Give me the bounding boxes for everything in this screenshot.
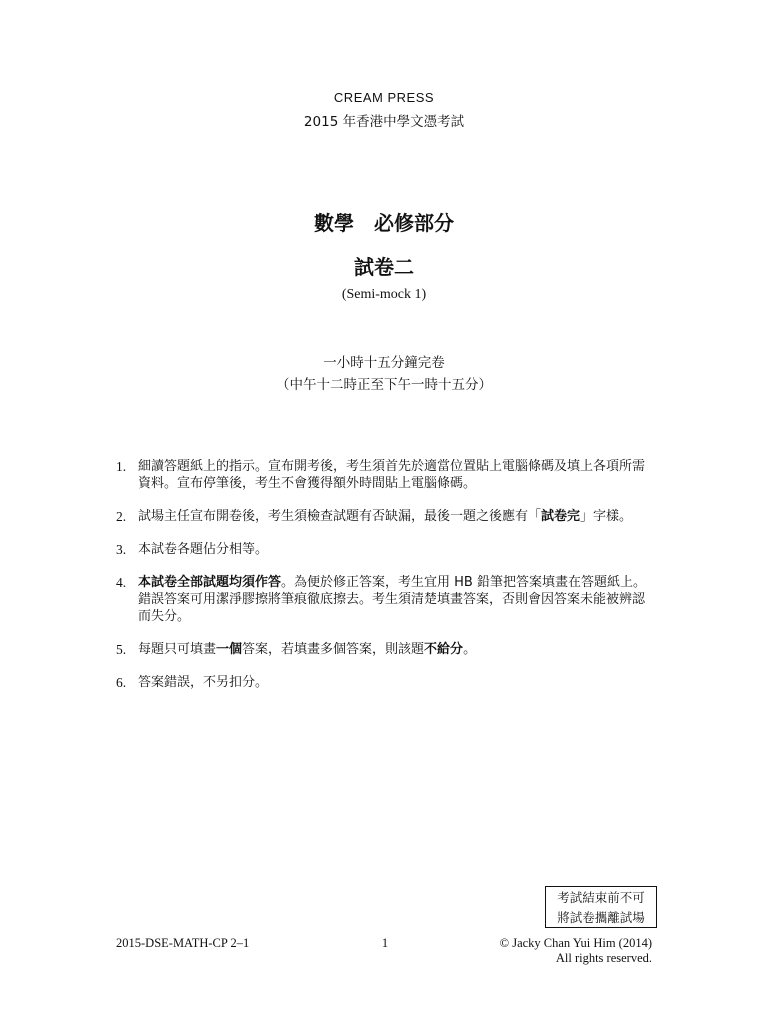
instructions-list [116,458,656,707]
subject-title: 數學 必修部分 [314,211,454,235]
emphasis-text: 本試卷全部試題均須作答 [138,575,282,590]
instruction-text-part: 答案錯誤，不另扣分。 [138,675,269,690]
instruction-number: 6. [116,675,127,690]
instruction-text [138,542,268,557]
instruction-item [116,541,656,558]
paper-code: 2015-DSE-MATH-CP 2–1 [116,936,250,950]
instruction-text-part: 試場主任宣布開卷後，考生須檢查試題有否缺漏，最後一題之後應有「 [138,509,542,524]
timespan-text: （中午十二時正至下午一時十五分） [276,377,492,393]
instruction-text-part: 本試卷各題佔分相等。 [138,542,269,557]
emphasis-text: 不給分 [424,642,464,657]
instruction-text-part: 每題只可填畫 [138,642,217,657]
instruction-number: 1. [116,459,127,474]
notice-line-2: 將試卷攜離試場 [557,910,645,925]
instruction-text [138,509,632,524]
copyright-text: © Jacky Chan Yui Him (2014) [499,936,652,950]
duration-text: 一小時十五分鐘完卷 [323,355,445,371]
paper-title: 試卷二 [354,255,414,279]
rights-text: All rights reserved. [555,951,652,965]
page-number: 1 [381,936,389,950]
notice-box [545,886,657,928]
instruction-text [138,642,476,657]
publisher-name: CREAM PRESS [333,90,435,105]
instruction-item [116,574,656,625]
instruction-text-part: 。 [463,642,477,657]
instruction-item [116,641,656,658]
instruction-text [138,675,268,690]
emphasis-text: 一個 [216,642,243,657]
exam-name: 2015 年香港中學文憑考試 [303,114,465,130]
instruction-text-part: 答案，若填畫多個答案，則該題 [242,642,425,657]
instruction-text-part: 」字樣。 [580,509,633,524]
instruction-number: 4. [116,575,127,590]
instruction-text-part: 細讀答題紙上的指示。宣布開考後，考生須首先於適當位置貼上電腦條碼及填上各項所需資料。宣布停筆後，考生不會獲得額外時間貼上電腦條碼。 [138,459,646,491]
instruction-item [116,508,656,525]
instruction-item [116,674,656,691]
instruction-number: 2. [116,509,127,524]
instruction-item [116,458,656,492]
instruction-text [138,575,646,624]
edition-label: (Semi-mock 1) [341,287,427,302]
instruction-text [138,459,645,491]
instruction-text-part: 。為便於修正答案，考生宜用 HB 鉛筆把答案填畫在答題紙上。錯誤答案可用潔淨膠擦將筆痕徹底擦去。考生須清楚填畫答案，否則會因答案未能被辨認而失分。 [138,575,646,624]
emphasis-text: 試卷完 [541,509,581,524]
instruction-number: 3. [116,542,127,557]
copyright-block [500,936,652,966]
instruction-number: 5. [116,642,127,657]
notice-line-1: 考試結束前不可 [557,890,645,905]
